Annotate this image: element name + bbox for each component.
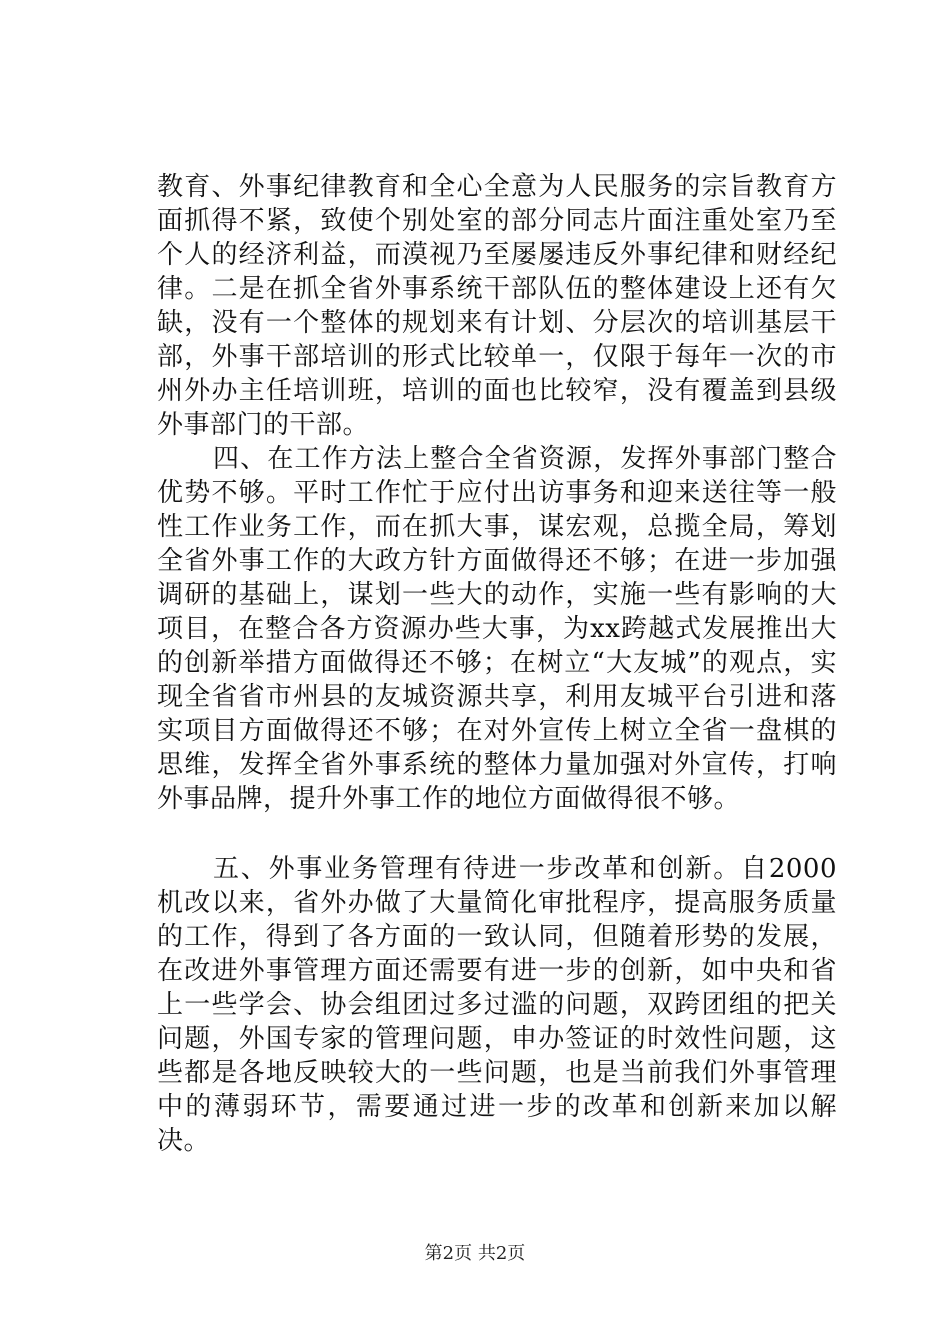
page-number-footer: 第2页 共2页 xyxy=(424,1243,526,1264)
paragraph-section-five: 五、外事业务管理有待进一步改革和创新。自2000机改以来，省外办做了大量简化审批程序，提高服务质量的工作，得到了各方面的一致认同，但随着形势的发展，在改进外事管理方面还需要有进一步的创新，如中央和省上一些学会、协会组团过多过滥的问题，双跨团组的把关问题，外国专家的管理问题，申办签证的时效性问题，这些都是各地反映较大的一些问题，也是当前我们外事管理中的薄弱环节，需要通过进一步的改革和创新来加以解决。 xyxy=(157,854,837,1156)
paragraph-continuation: 教育、外事纪律教育和全心全意为人民服务的宗旨教育方面抓得不紧，致使个别处室的部分同志片面注重处室乃至个人的经济利益，而漠视乃至屡屡违反外事纪律和财经纪律。二是在抓全省外事系统干部队伍的整体建设上还有欠缺，没有一个整体的规划来有计划、分层次的培训基层干部，外事干部培训的形式比较单一，仅限于每年一次的市州外办主任培训班，培训的面也比较窄，没有覆盖到县级外事部门的干部。 xyxy=(157,172,837,440)
document-body xyxy=(157,170,837,1158)
paragraph-section-four: 四、在工作方法上整合全省资源，发挥外事部门整合优势不够。平时工作忙于应付出访事务和迎来送往等一般性工作业务工作，而在抓大事，谋宏观，总揽全局，筹划全省外事工作的大政方针方面做得还不够；在进一步加强调研的基础上，谋划一些大的动作，实施一些有影响的大项目，在整合各方资源办些大事，为xx跨越式发展推出大的创新举措方面做得还不够；在树立“大友城”的观点，实现全省省市州县的友城资源共享，利用友城平台引进和落实项目方面做得还不够；在对外宣传上树立全省一盘棋的思维，发挥全省外事系统的整体力量加强对外宣传，打响外事品牌，提升外事工作的地位方面做得很不够。 xyxy=(157,444,837,814)
